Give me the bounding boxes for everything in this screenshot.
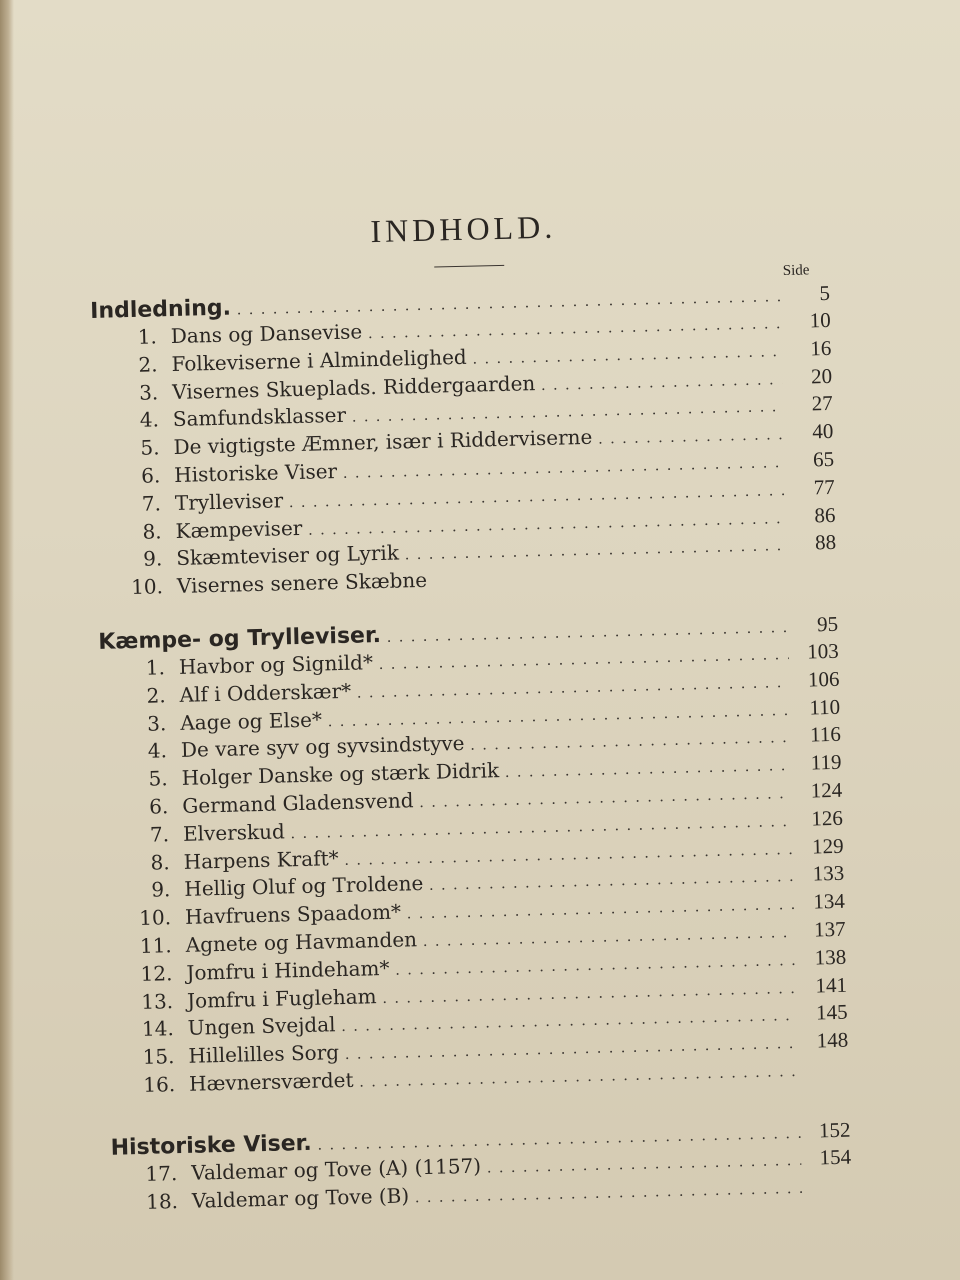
entry-title: De vigtigste Æmner, især i Ridderviserne — [173, 424, 593, 460]
entry-number: 6. — [148, 794, 169, 819]
entry-title: Dans og Dansevise — [170, 319, 363, 349]
section-title: Historiske Viser. — [110, 1130, 312, 1161]
entry-number: 7. — [141, 491, 162, 516]
entry-number: 4. — [147, 738, 168, 764]
entry-number: 9. — [151, 877, 171, 902]
entry-page: 40 — [812, 419, 834, 444]
entry-number: 15. — [142, 1044, 175, 1070]
entry-page: 20 — [810, 363, 833, 388]
entry-page: 103 — [806, 638, 840, 664]
entry-page: 77 — [813, 474, 836, 500]
entry-page: 133 — [812, 861, 845, 886]
entry-page — [808, 1191, 852, 1192]
entry-title: Havfruens Spaadom* — [184, 899, 402, 929]
section-entries — [91, 308, 838, 604]
entry-title: Visernes senere Skæbne — [176, 567, 428, 599]
entry-number: 3. — [146, 710, 167, 736]
title-rule — [434, 265, 504, 268]
entry-title: Visernes Skueplads. Riddergaarden — [171, 370, 536, 404]
entry-page: 138 — [814, 944, 847, 970]
entry-page: 88 — [814, 530, 837, 555]
entry-page: 137 — [813, 916, 846, 942]
entry-page: 106 — [807, 666, 840, 692]
entry-title: Hævnersværdet — [188, 1067, 354, 1096]
entry-title: Havbor og Signild* — [178, 650, 374, 679]
entry-number: 16. — [143, 1072, 176, 1097]
section-page: 95 — [816, 611, 839, 637]
entry-title: Samfundsklasser — [172, 403, 347, 432]
entry-title: Ungen Svejdal — [187, 1012, 336, 1041]
entry-title: De vare syv og syvsindstyve — [180, 731, 465, 763]
entry-number: 13. — [141, 988, 174, 1014]
entry-title: Jomfru i Fugleham — [186, 983, 377, 1013]
page-binding-edge — [0, 0, 14, 1280]
entry-page: 116 — [809, 722, 842, 747]
entry-page: 27 — [811, 391, 833, 416]
entry-page: 124 — [810, 777, 843, 803]
entry-title: Hellig Oluf og Troldene — [184, 871, 424, 902]
entry-number: 6. — [140, 463, 161, 488]
entry-page: 119 — [810, 749, 842, 775]
entry-title: Jomfru i Hindeham* — [186, 955, 390, 985]
entry-title: Historiske Viser — [173, 458, 338, 487]
entry-title: Trylleviser — [174, 488, 284, 515]
entry-page: 154 — [819, 1144, 852, 1170]
entry-page — [805, 1075, 849, 1076]
entry-page: 86 — [814, 502, 836, 527]
entry-title: Harpens Kraft* — [183, 845, 339, 874]
entry-page: 145 — [815, 1000, 848, 1025]
section-page: 152 — [818, 1117, 851, 1143]
section-title: Kæmpe- og Trylleviser. — [98, 622, 382, 655]
entry-title: Valdemar og Tove (A) (1157) — [191, 1153, 482, 1185]
entry-title: Holger Danske og stærk Didrik — [181, 758, 500, 791]
page-title: INDHOLD. — [370, 208, 557, 250]
entry-title: Kæmpeviser — [175, 515, 303, 543]
entry-title: Elverskud — [182, 819, 286, 846]
entry-number: 10. — [130, 574, 164, 600]
entry-page — [793, 577, 837, 578]
section-page: 5 — [819, 280, 831, 306]
entry-page: 141 — [815, 972, 848, 997]
entry-page: 10 — [809, 307, 831, 333]
entry-title: Folkeviserne i Almindelighed — [171, 344, 467, 376]
entry-title: Valdemar og Tove (B) — [191, 1182, 410, 1213]
entry-number: 7. — [149, 821, 170, 847]
section-title: Indledning. — [89, 295, 232, 324]
entry-title: Germand Gladensvend — [182, 788, 414, 818]
entry-number: 4. — [139, 407, 160, 433]
entry-page: 129 — [811, 833, 844, 859]
entry-number: 9. — [142, 546, 163, 572]
entry-number: 14. — [141, 1016, 175, 1042]
entry-number: 8. — [150, 849, 170, 875]
entry-number: 8. — [142, 518, 162, 544]
entry-page: 110 — [809, 694, 841, 720]
entry-number: 2. — [138, 352, 158, 377]
entry-title: Skæmteviser og Lyrik — [175, 540, 400, 571]
entry-number: 12. — [140, 960, 173, 986]
entry-title: Hillelilles Sorg — [188, 1040, 340, 1068]
entry-number: 2. — [146, 683, 166, 708]
entry-title: Aage og Else* — [180, 706, 323, 735]
dot-leader — [415, 1176, 802, 1210]
entry-number: 1. — [137, 324, 158, 349]
entry-title: Alf i Odderskær* — [179, 678, 352, 707]
entry-number: 5. — [140, 435, 160, 460]
entry-title: Agnete og Havmanden — [185, 927, 418, 957]
entry-number: 18. — [145, 1188, 179, 1214]
entry-number: 17. — [145, 1160, 178, 1186]
entry-page: 148 — [816, 1027, 849, 1053]
entry-page: 16 — [810, 335, 832, 361]
entry-number: 1. — [145, 655, 166, 680]
entry-number: 5. — [148, 766, 168, 791]
entry-page: 126 — [811, 805, 844, 831]
side-column-label: Side — [782, 262, 810, 280]
entry-number: 10. — [138, 905, 172, 931]
dot-leader — [598, 423, 784, 452]
entry-number: 11. — [139, 933, 173, 958]
entry-number: 3. — [138, 379, 159, 405]
table-of-contents — [88, 202, 852, 1224]
section-entries — [99, 639, 850, 1102]
entry-page: 134 — [813, 888, 846, 914]
entry-page: 65 — [812, 446, 835, 472]
